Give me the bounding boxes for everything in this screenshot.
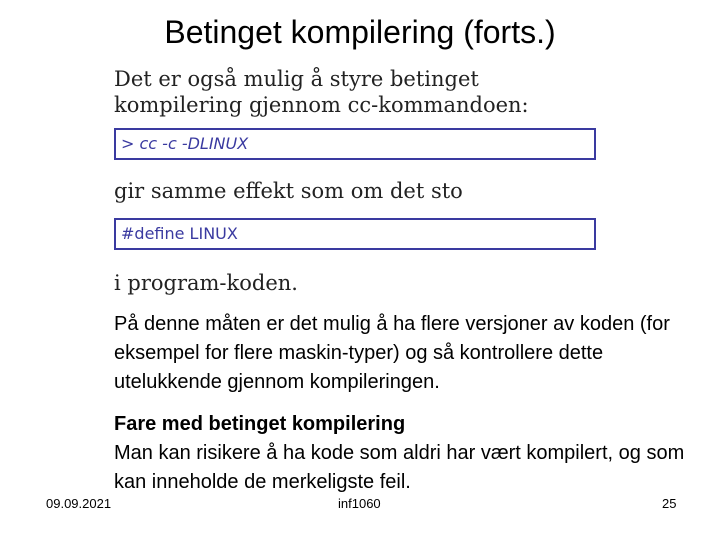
footer-page-number: 25 <box>662 496 677 511</box>
explanation-paragraph: På denne måten er det mulig å ha flere versjoner av koden (for eksempel for flere maskin-typer) og så kontrollere dette utelukkende gjennom kompileringen. <box>114 313 670 393</box>
middle-text: gir samme effekt som om det sto <box>114 179 463 203</box>
slide-title: Betinget kompilering (forts.) <box>164 14 556 50</box>
outro-text: i program-koden. <box>114 271 298 295</box>
command-code-box: > cc -c -DLINUX <box>114 128 596 160</box>
warning-text: Man kan risikere å ha kode som aldri har vært kompilert, og som kan inneholde de merkeligste feil. <box>114 442 685 493</box>
footer-course: inf1060 <box>338 496 381 511</box>
warning-block <box>114 410 704 497</box>
footer-date: 09.09.2021 <box>46 496 112 511</box>
define-code-box: #define LINUX <box>114 218 596 250</box>
warning-heading: Fare med betinget kompilering <box>114 413 406 435</box>
intro-text: Det er også mulig å styre betinget kompilering gjennom cc-kommandoen: <box>114 67 529 117</box>
